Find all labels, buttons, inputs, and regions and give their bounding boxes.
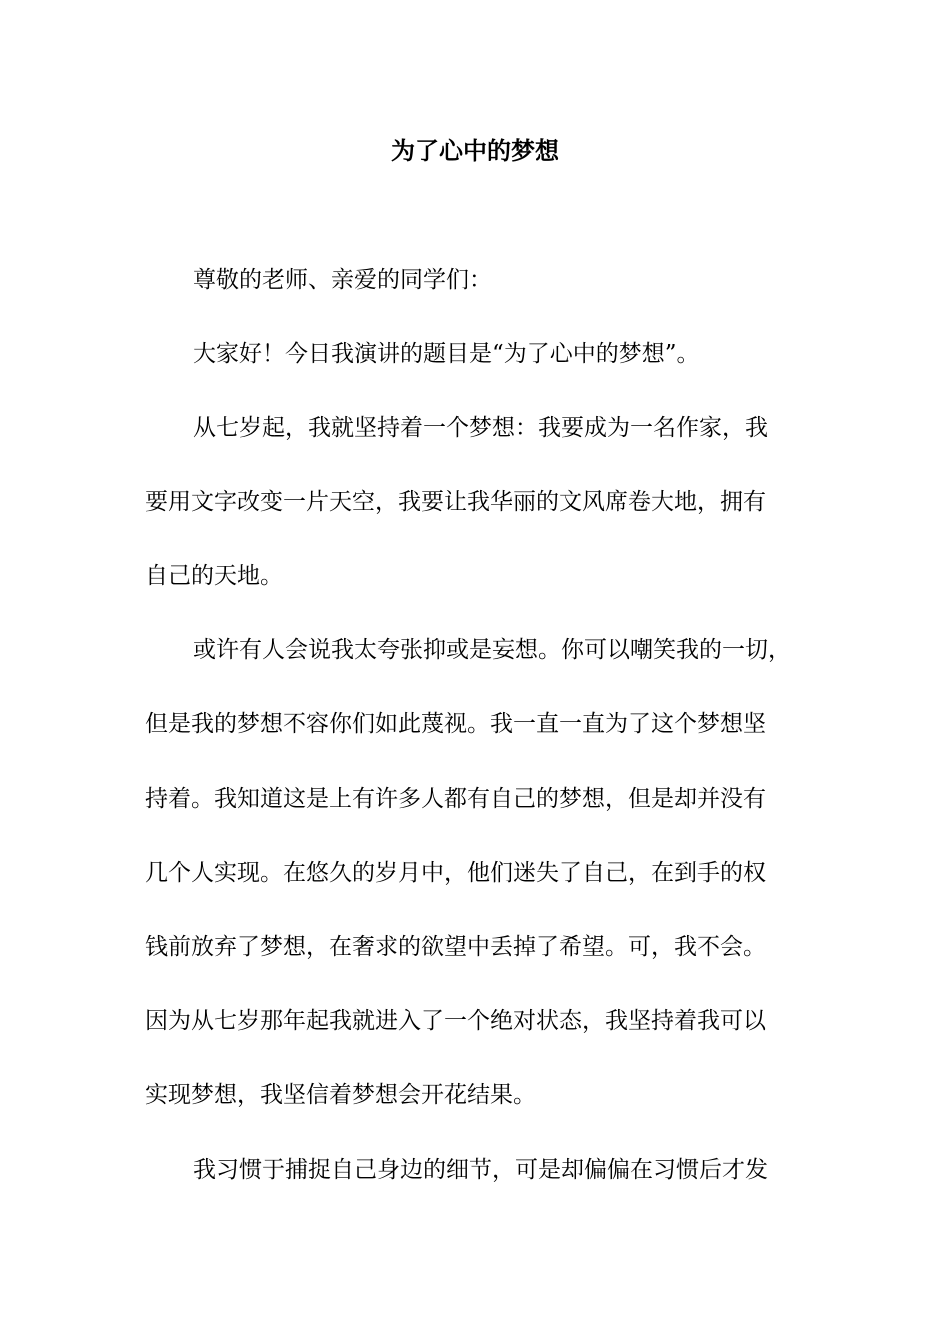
text-line: 从七岁起，我就坚持着一个梦想：我要成为一名作家，我 <box>193 415 768 441</box>
text-line: 实现梦想，我坚信着梦想会开花结果。 <box>145 1082 536 1108</box>
text-line: 自己的天地。 <box>145 563 283 589</box>
text-line: 因为从七岁那年起我就进入了一个绝对状态，我坚持着我可以 <box>145 1008 766 1034</box>
text-line: 但是我的梦想不容你们如此蔑视。我一直一直为了这个梦想坚 <box>145 711 766 737</box>
text-line: 持着。我知道这是上有许多人都有自己的梦想，但是却并没有 <box>145 786 766 812</box>
document-title: 为了心中的梦想 <box>391 136 559 165</box>
text-line: 我习惯于捕捉自己身边的细节，可是却偏偏在习惯后才发 <box>193 1157 768 1183</box>
text-line: 几个人实现。在悠久的岁月中，他们迷失了自己，在到手的权 <box>145 860 766 886</box>
text-line: 尊敬的老师、亲爱的同学们： <box>193 267 492 293</box>
text-line: 钱前放弃了梦想，在奢求的欲望中丢掉了希望。可，我不会。 <box>145 934 766 960</box>
text-line: 要用文字改变一片天空，我要让我华丽的文风席卷大地，拥有 <box>145 489 766 515</box>
text-line: 大家好！今日我演讲的题目是“为了心中的梦想”。 <box>193 341 700 367</box>
text-line: 或许有人会说我太夸张抑或是妄想。你可以嘲笑我的一切， <box>193 637 791 663</box>
